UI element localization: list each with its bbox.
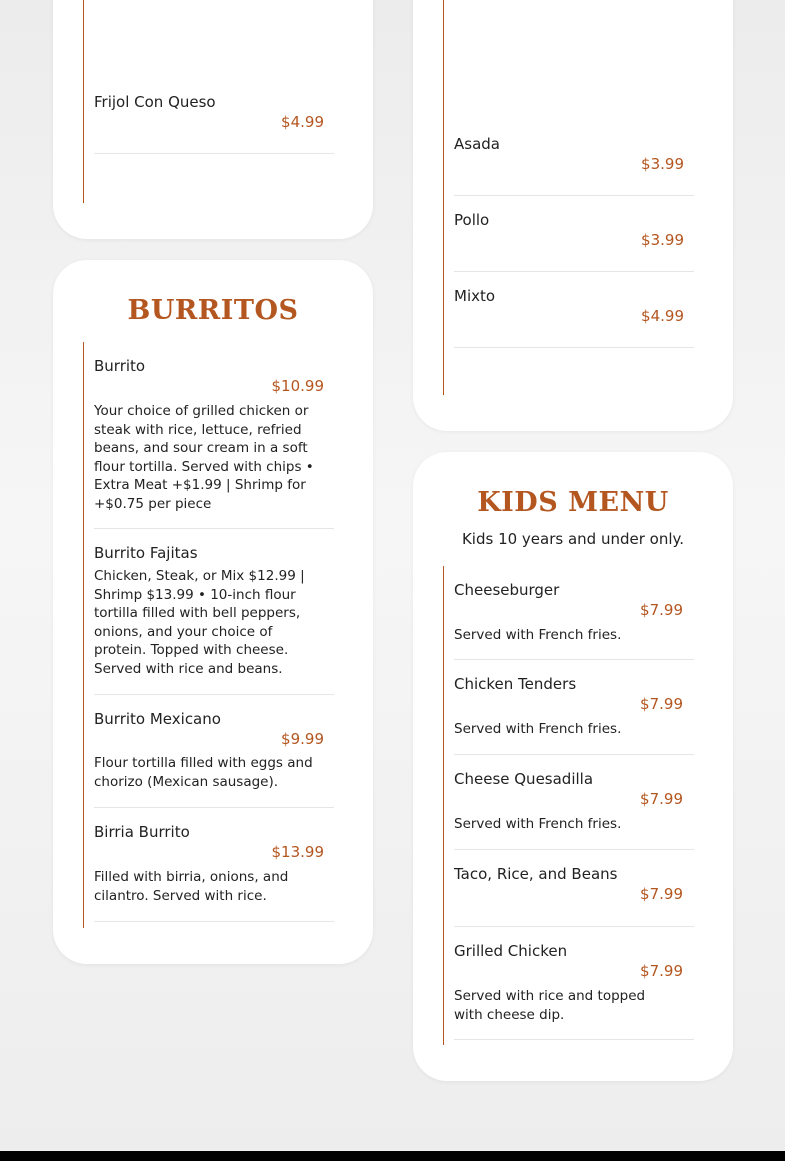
section-subtitle: Kids 10 years and under only.	[461, 530, 685, 548]
item-name: Birria Burrito	[94, 823, 190, 841]
item-price: $9.99	[281, 730, 324, 748]
item-description: Served with rice and topped with cheese dip.	[454, 988, 646, 1023]
item-price: $13.99	[271, 843, 324, 861]
menu-item	[94, 529, 334, 695]
kids-item-list	[443, 566, 694, 1045]
menu-item	[94, 695, 334, 808]
item-description: Filled with birria, onions, and cilantro. Served with rice.	[94, 869, 289, 904]
menu-item	[454, 850, 694, 927]
item-name: Chicken Tenders	[454, 675, 577, 693]
item-name: Burrito Mexicano	[94, 710, 221, 728]
menu-item	[454, 755, 694, 850]
item-description: Served with French fries.	[454, 627, 622, 643]
menu-item	[454, 196, 694, 272]
item-price: $4.99	[281, 113, 324, 131]
item-name: Cheese Quesadilla	[454, 770, 594, 788]
item-price: $7.99	[640, 695, 683, 713]
item-description: Served with French fries.	[454, 816, 622, 832]
item-name: Taco, Rice, and Beans	[454, 865, 618, 883]
item-name: Frijol Con Queso	[94, 93, 216, 111]
item-description: Your choice of grilled chicken or steak with rice, lettuce, refried beans, and sour cream in a soft flour tortilla. Served with chips • Extra Meat +$1.99 | Shrimp for +$0.75 per piece	[94, 403, 314, 512]
menu-item	[94, 0, 334, 154]
item-price: $3.99	[641, 155, 684, 173]
menu-item	[454, 566, 694, 660]
item-name: Cheeseburger	[454, 581, 560, 599]
tacos-item-list	[443, 0, 694, 395]
appetizers-card	[53, 0, 373, 239]
tacos-card	[413, 0, 733, 431]
item-name: Burrito Fajitas	[94, 544, 198, 562]
appetizers-item-list	[83, 0, 334, 203]
item-price: $7.99	[640, 601, 683, 619]
item-price: $7.99	[640, 885, 683, 903]
burritos-card	[53, 260, 373, 964]
item-name: Pollo	[454, 211, 490, 229]
item-description: Chicken, Steak, or Mix $12.99 | Shrimp $13.99 • 10-inch flour tortilla filled with bell peppers, onions, and your choice of protein. Topped with cheese. Served with rice and beans.	[94, 568, 305, 677]
menu-item	[94, 808, 334, 922]
item-description: Served with French fries.	[454, 721, 622, 737]
item-name: Burrito	[94, 357, 146, 375]
item-description: Flour tortilla filled with eggs and chorizo (Mexican sausage).	[94, 755, 313, 790]
menu-item	[94, 342, 334, 529]
item-price: $3.99	[641, 231, 684, 249]
item-name: Grilled Chicken	[454, 942, 568, 960]
item-price: $4.99	[641, 307, 684, 325]
burritos-item-list	[83, 342, 334, 928]
item-name: Asada	[454, 135, 500, 153]
item-price: $7.99	[640, 790, 683, 808]
section-title: BURRITOS	[127, 295, 299, 326]
menu-item	[454, 0, 694, 196]
item-price: $7.99	[640, 962, 683, 980]
menu-item	[454, 927, 694, 1040]
item-name: Mixto	[454, 287, 496, 305]
item-price: $10.99	[271, 377, 324, 395]
kids-menu-card	[413, 452, 733, 1081]
menu-item	[454, 660, 694, 755]
bottom-bar	[0, 1151, 785, 1161]
section-title: KIDS MENU	[477, 487, 669, 518]
menu-item	[454, 272, 694, 348]
